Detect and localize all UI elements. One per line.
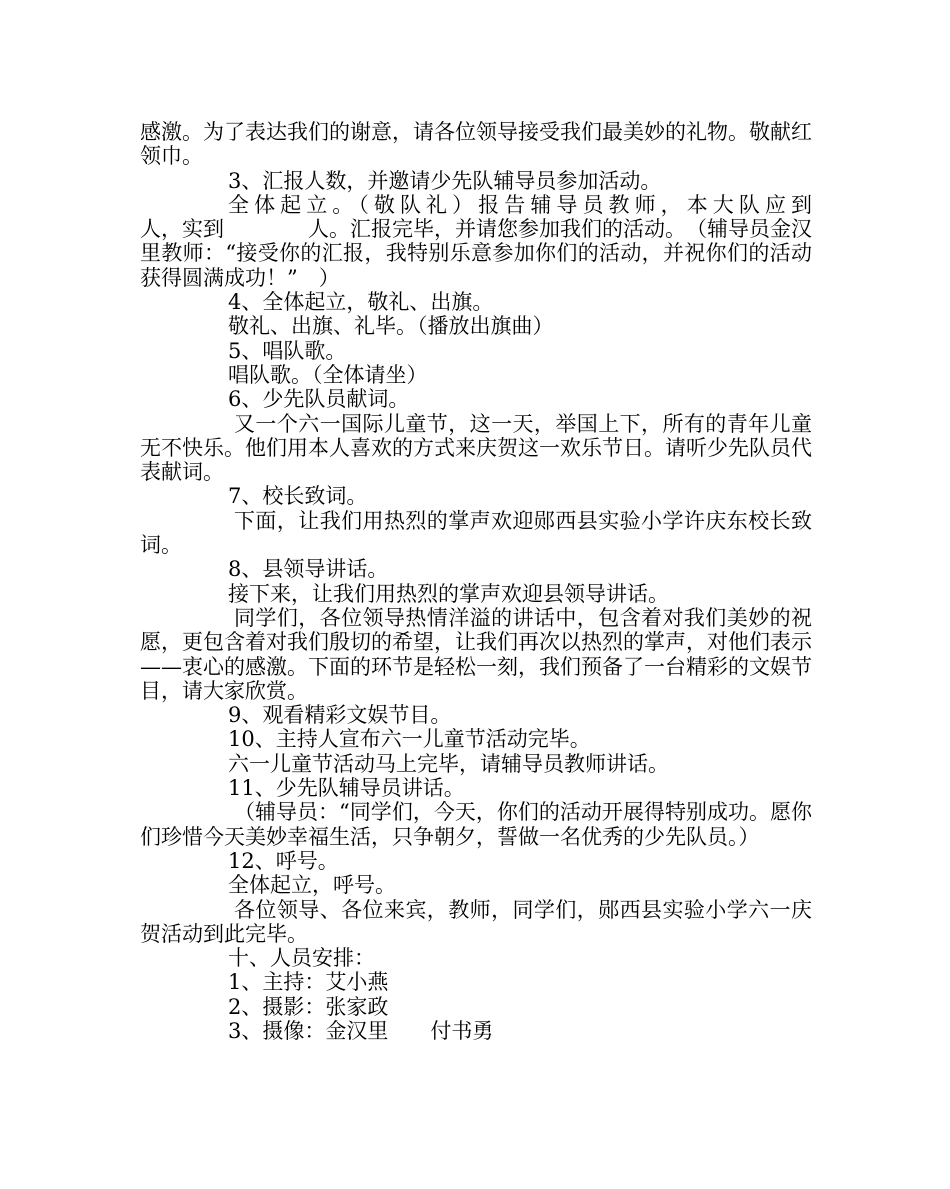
item-6-pioneer-speech: 6、少先队员献词。 [228,387,410,412]
item-11-counselor-speech: 11、少先队辅导员讲话。 [228,776,465,801]
paragraph-thanks-and-program: 同学们，各位领导热情洋溢的讲话中，包含着对我们美妙的祝愿，更包含着对我们殷切的希望，让我们再次以热烈的掌声，对他们表示——衷心的感激。下面的环节是轻松一刻，我们预备了一台精彩的文娱节目，请大家欣赏。 [140,605,812,703]
item-4-raise-flag: 4、全体起立，敬礼、出旗。 [228,290,494,315]
item-8-county-leader-speech: 8、县领导讲话。 [228,557,389,582]
paragraph-counselor-remarks: （辅导员：“同学们，今天，你们的活动开展得特别成功。愿你们珍惜今天美妙幸福生活，只争朝夕，誓做一名优秀的少先队员。） [140,800,812,849]
paragraph-principal-welcome: 下面，让我们用热烈的掌声欢迎郧西县实验小学许庆东校长致词。 [140,508,812,558]
paragraph-closing: 各位领导、各位来宾，教师，同学们，郧西县实验小学六一庆贺活动到此完毕。 [140,897,812,946]
paragraph-team-song: 唱队歌。（全体请坐） [228,362,428,387]
paragraph-attendance-report: 全体起立。（敬队礼）报告辅导员教师，本大队应到 人，实到 人。汇报完毕，并请您参加我们的活动。 （辅导员金汉里教师：“接受你的汇报，我特别乐意参加你们的活动，并祝你们的活动获得圆满成功！” ） [140,192,896,290]
item-5-team-song: 5、唱队歌。 [228,338,347,363]
paragraph-flag-ceremony: 敬礼、出旗、礼毕。（播放出旗曲） [228,314,554,339]
paragraph-leader-welcome: 接下来，让我们用热烈的掌声欢迎县领导讲话。 [228,581,669,606]
item-10-host-announces-end: 10、主持人宣布六一儿童节活动完毕。 [228,727,591,752]
paragraph-childrens-day: 又一个六一国际儿童节，这一天，举国上下，所有的青年儿童无不快乐。他们用本人喜欢的方式来庆贺这一欢乐节日。请听少先队员代表献词。 [140,411,812,485]
paragraph-activity-ending: 六一儿童节活动马上完毕，请辅导员教师讲话。 [228,751,669,776]
item-7-principal-speech: 7、校长致词。 [228,484,368,509]
document-body [140,120,896,1043]
paragraph-gratitude-red-scarf: 感激。为了表达我们的谢意，请各位领导接受我们最美妙的礼物。敬献红领巾。 [140,120,812,169]
paragraph-slogan: 全体起立，呼号。 [228,873,396,898]
staff-photography: 2、摄影：张家政 [228,994,389,1019]
staff-video: 3、摄像：金汉里 付书勇 [228,1018,494,1043]
item-3-report-attendance: 3、汇报人数，并邀请少先队辅导员参加活动。 [228,168,662,193]
section-10-staff-arrangement: 十、人员安排： [228,946,375,971]
item-9-performances: 9、观看精彩文娱节目。 [228,703,452,728]
staff-host: 1、主持：艾小燕 [228,970,389,995]
item-12-slogan: 12、呼号。 [228,848,339,873]
